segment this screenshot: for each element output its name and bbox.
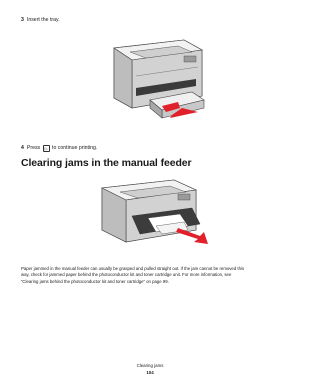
step-text: Insert the tray.	[26, 17, 60, 23]
page-number: 104	[146, 370, 154, 375]
step-number: 3	[21, 17, 24, 23]
continue-arrow-icon: ▷	[44, 146, 48, 151]
step-number: 4	[21, 145, 24, 151]
printer-insert-tray-illustration	[100, 38, 210, 131]
paragraph-line: way, check for jammed paper behind the photoconductor kit and toner cartridge unit. For more information, see	[21, 272, 232, 278]
footer-section-title: Clearing jams	[136, 363, 164, 368]
step-text-before: Press	[26, 145, 42, 151]
paragraph-line: “Clearing jams behind the photoconductor kit and toner cartridge” on page 99.	[21, 278, 169, 284]
section-heading: Clearing jams in the manual feeder	[21, 157, 192, 169]
step-3	[21, 17, 60, 24]
step-4	[21, 145, 97, 152]
paragraph-line: Paper jammed in the manual feeder can usually be grasped and pulled straight out. If the jam cannot be removed this	[21, 266, 245, 271]
body-paragraph	[21, 266, 273, 285]
step-text-after: to continue printing.	[50, 145, 98, 151]
printer-manual-feeder-illustration	[92, 178, 214, 254]
